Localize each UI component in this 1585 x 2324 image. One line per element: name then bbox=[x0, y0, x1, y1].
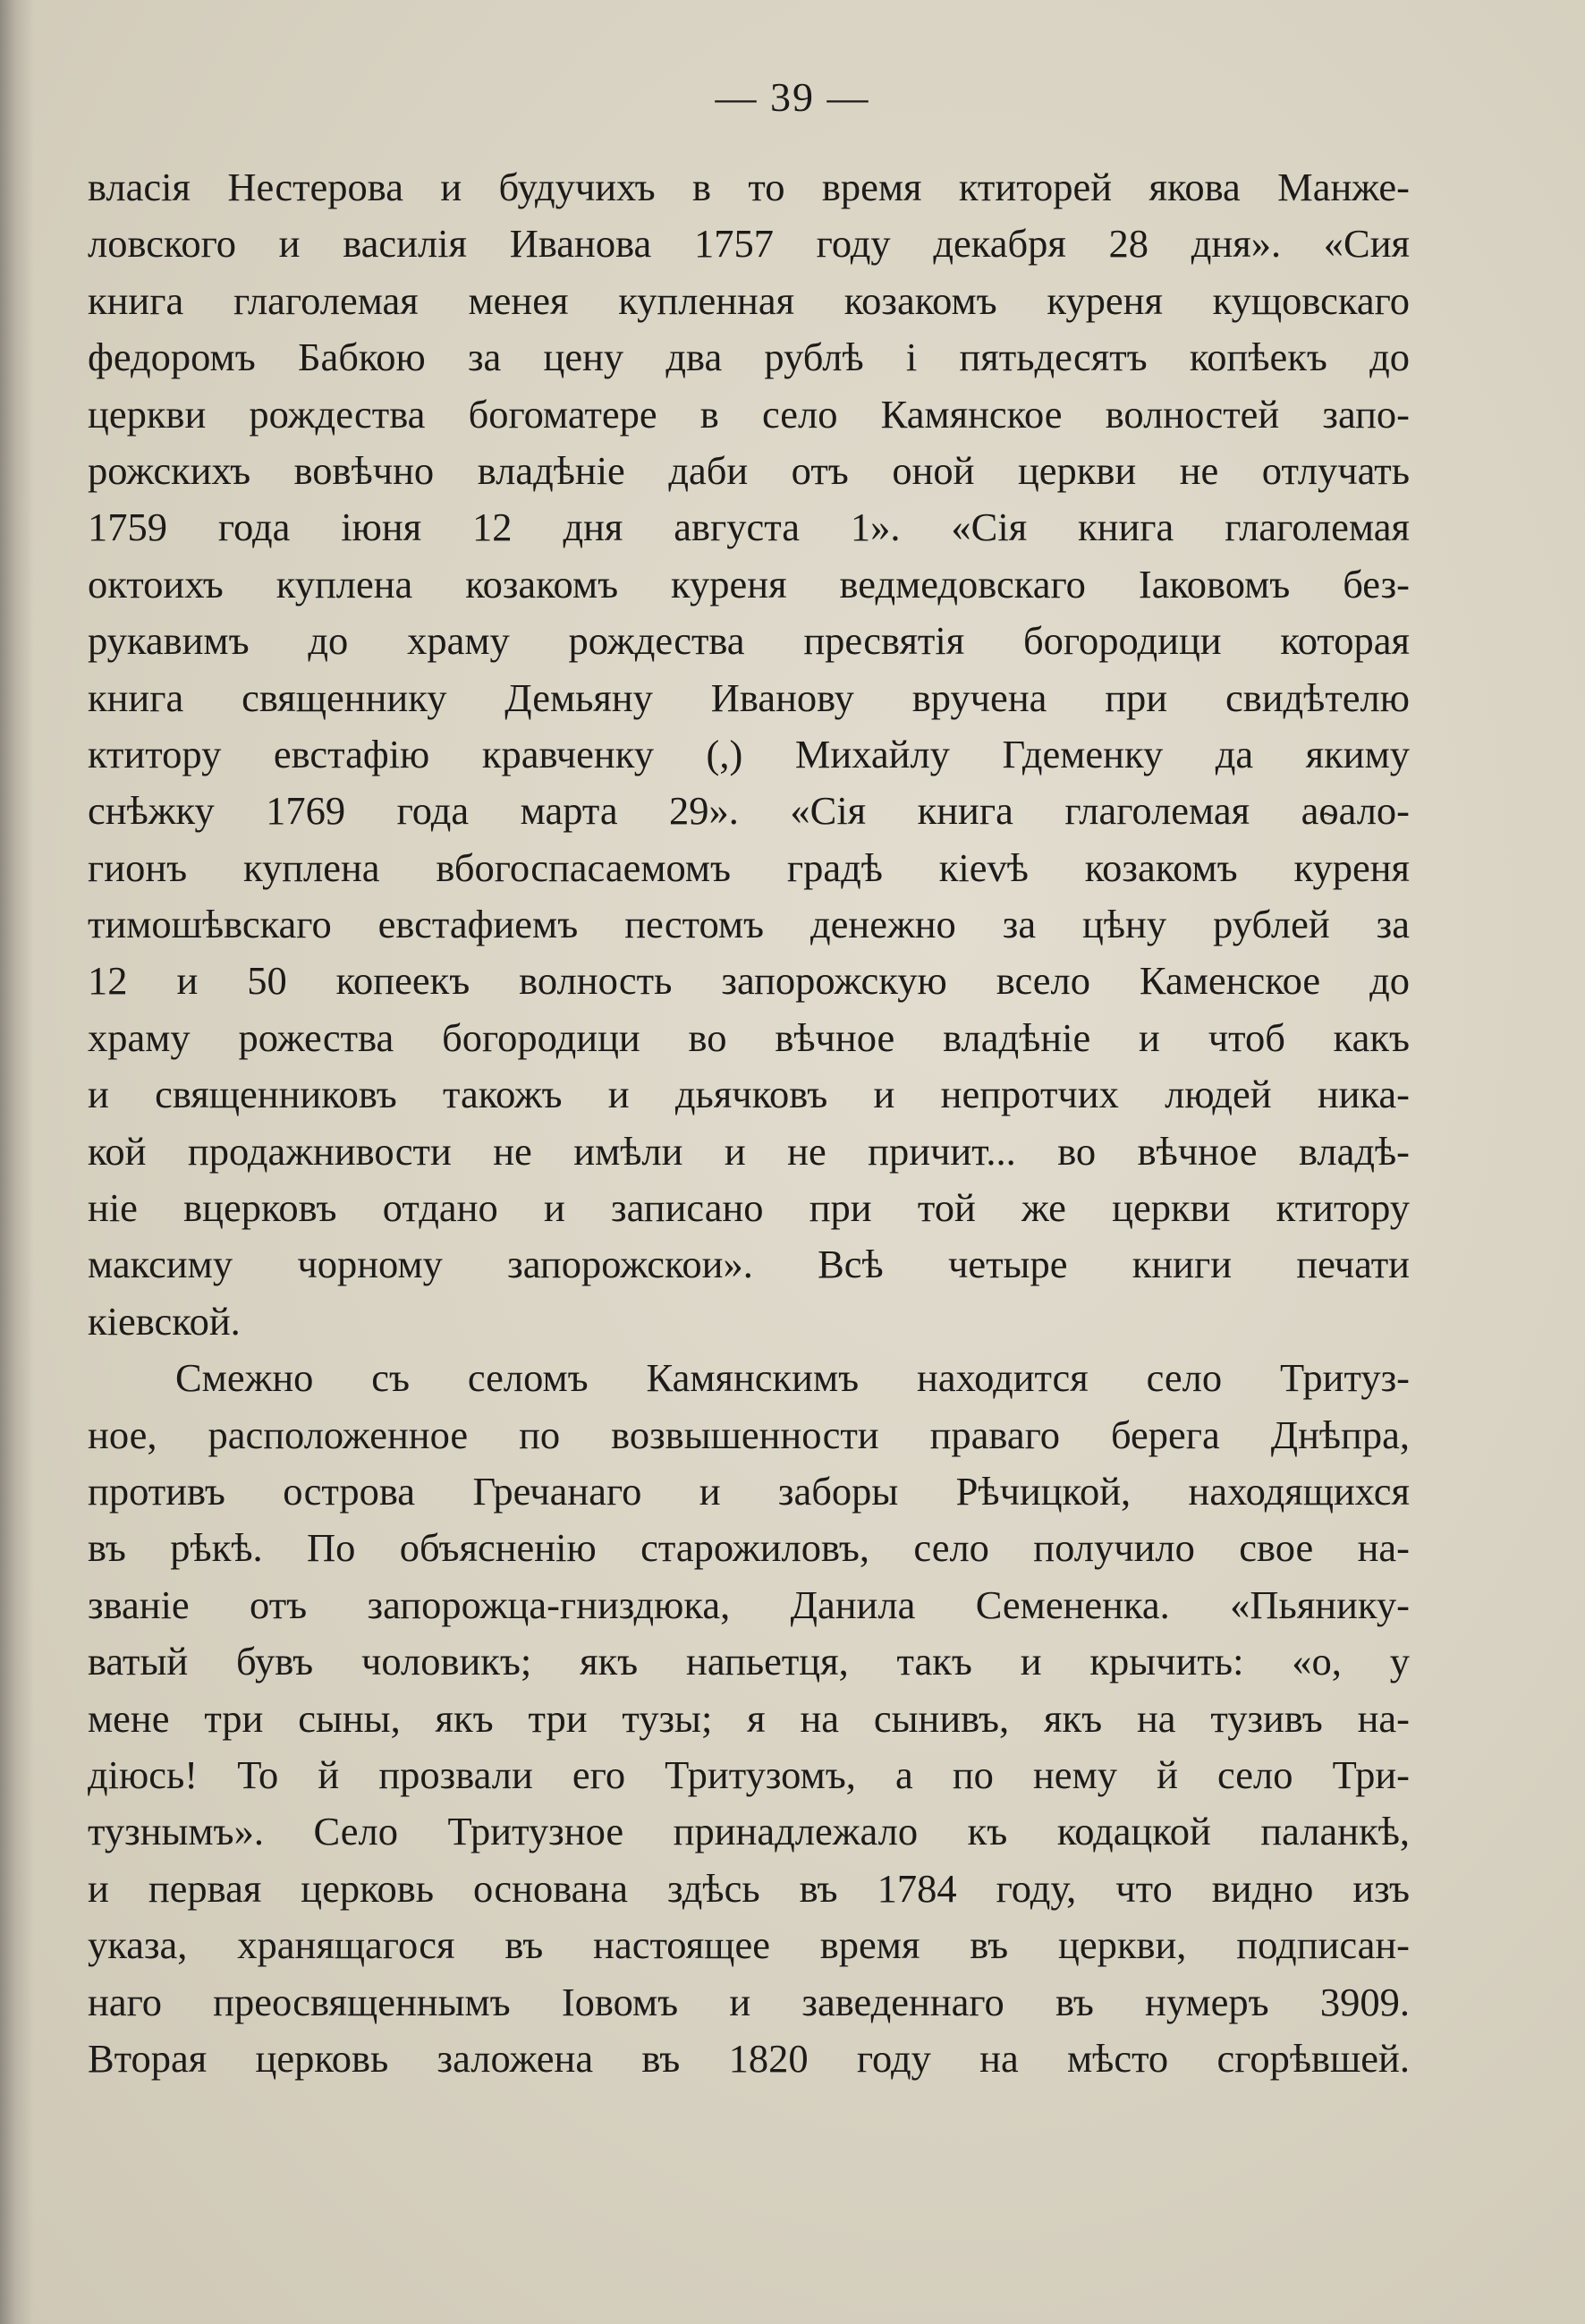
text-line: въ рѣкѣ. По объясненію старожиловъ, село получило свое на- bbox=[88, 1525, 1410, 1571]
text-line: федоромъ Бабкою за цену два рублѣ і пятьдесятъ копѣекъ до bbox=[88, 335, 1410, 380]
page-gutter-shadow bbox=[0, 0, 34, 2324]
text-line: кіевской. bbox=[88, 1298, 241, 1344]
text-line: званіе отъ запорожца-гниздюка, Данила Семененка. «Пьянику- bbox=[88, 1582, 1410, 1627]
text-line: октоихъ куплена козакомъ куреня ведмедовскаго Іаковомъ без- bbox=[88, 561, 1410, 606]
text-line: тузнымъ». Село Тритузное принадлежало къ кодацкой паланкѣ, bbox=[88, 1809, 1410, 1854]
page-number: — 39 — bbox=[715, 74, 870, 120]
text-line: противъ острова Гречанаго и заборы Рѣчицкой, находящихся bbox=[88, 1468, 1410, 1514]
text-line: ктитору евстафію кравченку (,) Михайлу Гдеменку да якиму bbox=[88, 731, 1410, 776]
text-line: книга священнику Демьяну Иванову вручена при свидѣтелю bbox=[88, 674, 1410, 720]
text-line: ное, расположенное по возвышенности праваго берега Днѣпра, bbox=[88, 1412, 1410, 1457]
text-line: максиму чорному запорожскои». Всѣ четыре книги печати bbox=[88, 1242, 1410, 1287]
text-line: храму рожества богородици во вѣчное владѣніе и чтоб какъ bbox=[88, 1014, 1410, 1060]
body-text bbox=[88, 159, 1410, 2087]
text-line: снѣжку 1769 года марта 29». «Сія книга глаголемая аѳало- bbox=[88, 788, 1410, 834]
text-line: мене три сыны, якъ три тузы; я на сынивъ, якъ на тузивъ на- bbox=[88, 1695, 1410, 1741]
text-line: указа, хранящагося въ настоящее время въ церкви, подписан- bbox=[88, 1922, 1410, 1968]
text-line: рукавимъ до храму рождества пресвятія богородици которая bbox=[88, 618, 1410, 664]
text-line: ловского и василія Иванова 1757 году декабря 28 дня». «Сия bbox=[88, 221, 1410, 267]
text-line: книга глаголемая менея купленная козакомъ куреня кущовскаго bbox=[88, 277, 1410, 323]
text-line: власія Нестерова и будучихъ в то время ктиторей якова Манже- bbox=[88, 165, 1410, 209]
text-line: 12 и 50 копеекъ волность запорожскую всело Каменское до bbox=[88, 958, 1410, 1004]
text-line: и первая церковь основана здѣсь въ 1784 году, что видно изъ bbox=[88, 1865, 1410, 1911]
text-line: 1759 года іюня 12 дня августа 1». «Сія книга глаголемая bbox=[88, 505, 1410, 550]
text-line: тимошѣвскаго евстафиемъ пестомъ денежно за цѣну рублей за bbox=[88, 902, 1410, 947]
text-line: гионъ куплена вбогоспасаемомъ градѣ кievѣ козакомъ куреня bbox=[88, 844, 1410, 890]
text-line: Смежно съ селомъ Камянскимъ находится село Тритуз- bbox=[175, 1355, 1410, 1401]
text-line: ніе вцерковъ отдано и записано при той же церкви ктитору bbox=[88, 1185, 1410, 1231]
text-line: наго преосвященнымъ Іовомъ и заведеннаго въ нумеръ 3909. bbox=[88, 1979, 1410, 2024]
text-line: и священниковъ такожъ и дьячковъ и непротчих людей ника- bbox=[88, 1072, 1410, 1117]
text-line: церкви рождества богоматере в село Камянское волностей запо- bbox=[88, 391, 1410, 437]
text-line: ватый бувъ чоловикъ; якъ напьетця, такъ и крычить: «о, у bbox=[88, 1639, 1410, 1684]
text-line: кой продажнивости не имѣли и не причит... во вѣчное владѣ- bbox=[88, 1128, 1410, 1174]
text-line: діюсь! То й прозвали его Тритузомъ, а по нему й село Три- bbox=[88, 1751, 1410, 1797]
text-line: Вторая церковь заложена въ 1820 году на мѣсто сгорѣвшей. bbox=[88, 2035, 1410, 2081]
text-line: рожскихъ вовѣчно владѣніе даби отъ оной церкви не отлучать bbox=[88, 447, 1410, 493]
